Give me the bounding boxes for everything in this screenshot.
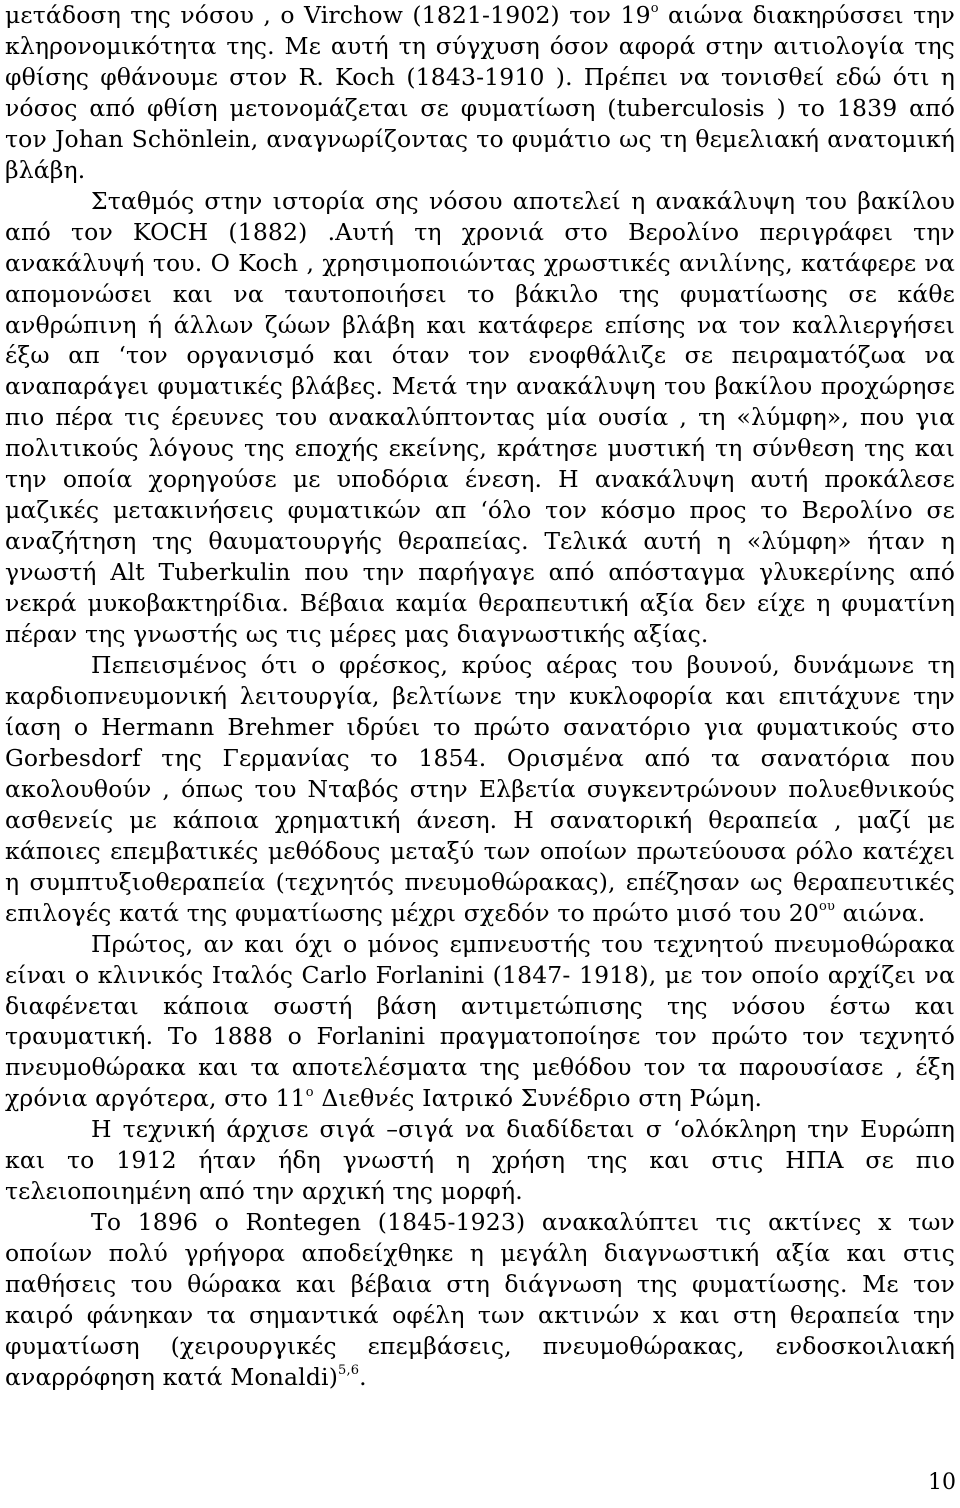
p4-text-a: Πρώτος, αν και όχι ο μόνος εμπνευστής του τεχνητού πνευμοθώρακα είναι ο κλινικός Ιταλός Carlo Forlanini (1847- 1918), με τον οποίο αρχίζει να διαφένεται κάποια σωστή βάση αντιμετώπισης της νόσου έστω και τραυματική. Το 1888 ο Forlanini πραγματοποίησε τον πρώτο τον τεχνητό πνευμοθώρακα και τα αποτελέσματα της μεθόδου τον τα παρουσίασε , έξη χρόνια αργότερα, στο 11 — [5, 929, 955, 1113]
paragraph-1 — [5, 0, 955, 186]
paragraph-5 — [5, 1114, 955, 1207]
p6-sup-citation: 5,6 — [338, 1363, 360, 1379]
p2-text: Σταθμός στην ιστορία σης νόσου αποτελεί η ανακάλυψη του βακίλου από τον KOCH (1882) .Αυτή τη χρονιά στο Βερολίνο περιγράφει την ανακάλυψή του. O Koch , χρησιμοποιώντας χρωστικές ανιλίνης, κατάφερε να απομονώσει και να ταυτοποιήσει το βάκιλο της φυματίωσης σε κάθε ανθρώπινη ή άλλων ζώων βλάβη και κατάφερε επίσης να τον καλλιεργήσει έξω απ ‘τον οργανισμό και όταν τον ενοφθάλιζε σε πειραματόζωα να αναπαράγει φυματικές βλάβες. Μετά την ανακάλυψη του βακίλου προχώρησε πιο πέρα τις έρευνες του ανακαλύπτοντας μία ουσία , τη «λύμφη», που για πολιτικούς λόγους της εποχής εκείνης, κράτησε μυστική τη σύνθεση της και την οποία χορηγούσε με υποδόρια ένεση. Η ανακάλυψη αυτή προκάλεσε μαζικές μετακινήσεις φυματικών απ ‘όλο τον κόσμο προς το Βερολίνο σε αναζήτηση της θαυματουργής θεραπείας. Τελικά αυτή η «λύμφη» ήταν η γνωστή Alt Tuberkulin που την παρήγαγε από απόσταγμα γλυκερίνης από νεκρά μυκοβακτηρίδια. Βέβαια καμία θεραπευτική αξία δεν είχε η φυματίνη πέραν της γνωστής ως τις μέρες μας διαγνωστικής αξίας. — [5, 186, 955, 649]
p1-text-a: μετάδοση της νόσου , ο Virchow (1821-1902) τον 19 — [5, 1, 651, 29]
p3-text-a: Πεπεισμένος ότι ο φρέσκος, κρύος αέρας του βουνού, δυνάμωνε τη καρδιοπνευμονική λειτουργία, βελτίωνε την κυκλοφορία και επιτάχυνε την ίαση ο Hermann Brehmer ιδρύει το πρώτο σανατόριο για φυματικούς στο Gorbesdorf της Γερμανίας το 1854. Ορισμένα από τα σανατόρια που ακολουθούν , όπως του Νταβός στην Ελβετία συγκεντρώνουν πολυεθνικούς ασθενείς με κάποια χρηματική άνεση. Η σανατορική θεραπεία , μαζί με κάποιες επεμβατικές μεθόδους μεταξύ των οποίων πρωτεύουσα ρόλο κατέχει η συμπτυξιοθεραπεία (τεχνητός πνευμοθώρακας), επέζησαν ως θεραπευτικές επιλογές κατά της φυματίωσης μέχρι σχεδόν το πρώτο μισό του 20 — [5, 651, 955, 927]
p6-text-a: Το 1896 ο Rontegen (1845-1923) ανακαλύπτει τις ακτίνες x των οποίων πολύ γρήγορα αποδείχθηκε η μεγάλη διαγνωστική αξία και στις παθήσεις του θώρακα και βέβαια στη διάγνωση της φυματίωσης. Με τον καιρό φάνηκαν τα σημαντικά οφέλη των ακτινών x και στη θεραπεία την φυματίωση (χειρουργικές επεμβάσεις, πνευμοθώρακας, ενδοσκοιλιακή αναρρόφηση κατά Monaldi) — [5, 1208, 955, 1391]
paragraph-6 — [5, 1207, 955, 1393]
paragraph-4 — [5, 929, 955, 1115]
document-page — [5, 0, 955, 1393]
p3-text-b: αιώνα. — [835, 898, 926, 927]
page-number: 10 — [928, 1470, 956, 1495]
p4-text-b: Διεθνές Ιατρικό Συνέδριο στη Ρώμη. — [313, 1084, 763, 1113]
paragraph-3 — [5, 650, 955, 929]
p5-text: Η τεχνική άρχισε σιγά –σιγά να διαδίδεται σ ‘ολόκληρη την Ευρώπη και το 1912 ήταν ήδη γνωστή η χρήση της και στις ΗΠΑ σε πιο τελειοποιημένη από την αρχική της μορφή. — [5, 1115, 955, 1206]
p3-sup-ordinal: ου — [818, 898, 835, 914]
p6-text-b: . — [359, 1362, 367, 1391]
paragraph-2 — [5, 186, 955, 650]
p1-sup-ordinal: ο — [650, 1, 659, 17]
p1-text-b: αιώνα διακηρύσσει την κληρονομικότητα της. Με αυτή τη σύγχυση όσον αφορά στην αιτιολογία της φθίσης φθάνουμε στον R. Koch (1843-1910 ). Πρέπει να τονισθεί εδώ ότι η νόσος από φθίση μετονομάζεται σε φυματίωση (tuberculosis ) το 1839 από τον Johan Schönlein, αναγνωρίζοντας το φυμάτιο ως τη θεμελιακή ανατομική βλάβη. — [5, 1, 955, 184]
p4-sup-ordinal: ο — [305, 1084, 314, 1100]
